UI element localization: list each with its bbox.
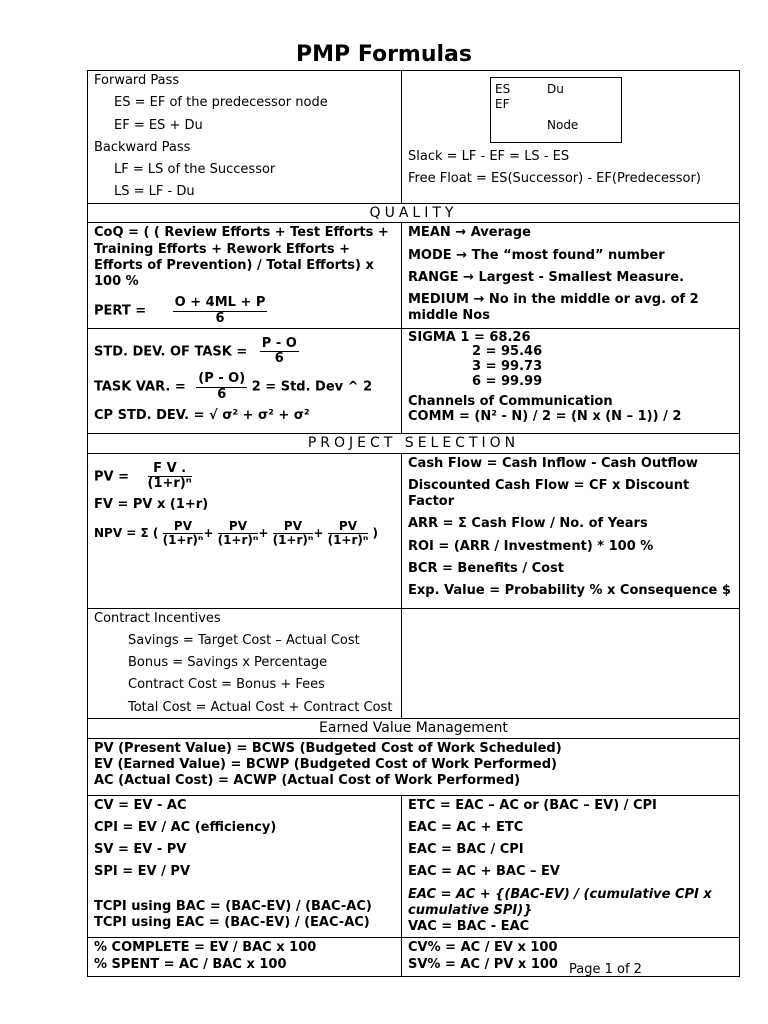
cash-flow-cell bbox=[402, 453, 740, 608]
node-label: Node bbox=[547, 118, 579, 132]
empty-cell bbox=[402, 608, 740, 718]
roi-formula: ROI = (ARR / Investment) * 100 % bbox=[408, 538, 654, 554]
vac-formula: VAC = BAC - EAC bbox=[408, 919, 530, 935]
comm-formula: COMM = (N² - N) / 2 = (N x (N – 1)) / 2 bbox=[408, 409, 682, 425]
quality-row-1 bbox=[88, 223, 740, 329]
bonus-formula: Bonus = Savings x Percentage bbox=[128, 655, 328, 671]
slack-cell bbox=[402, 71, 740, 204]
node-es-label: ES bbox=[495, 82, 511, 96]
sigma-cell bbox=[402, 328, 740, 433]
quality-row-2 bbox=[88, 328, 740, 433]
pct-spent-formula: % SPENT = AC / BAC x 100 bbox=[94, 956, 287, 972]
sigma-1: SIGMA 1 = 68.26 bbox=[408, 329, 531, 345]
project-selection-row bbox=[88, 453, 740, 608]
eac-formula-1: EAC = AC + ETC bbox=[408, 819, 524, 835]
lf-formula: LF = LS of the Successor bbox=[114, 162, 276, 177]
backward-pass-heading: Backward Pass bbox=[94, 139, 191, 155]
ls-formula: LS = LF - Du bbox=[114, 184, 195, 200]
ef-formula: EF = ES + Du bbox=[114, 117, 203, 133]
pv-formula: PV = $\frac{\text{F V .}}{\text{(1+r)ⁿ}}$ bbox=[94, 460, 192, 491]
mean-formula: MEAN → Average bbox=[408, 225, 531, 241]
evm-header: Earned Value Management bbox=[88, 718, 740, 738]
npv-formula: NPV = Σ ( $\frac{PV}{\text{(1+r)ⁿ}}$ + $\frac{PV}{\text{(1+r)ⁿ}}$ + $\frac{PV}{\text{(1+r)ⁿ}}$ + $\frac{PV}{\text{(1+r)ⁿ}}$ ) bbox=[94, 518, 379, 547]
pert-numerator: O + 4ML + P bbox=[174, 295, 266, 311]
tcpi-bac-formula: TCPI using BAC = (BAC-EV) / (BAC-AC) bbox=[94, 898, 372, 914]
estimate-cell bbox=[402, 795, 740, 938]
es-formula: ES = EF of the predecessor node bbox=[114, 95, 328, 111]
eac-formula-3: EAC = AC + BAC – EV bbox=[408, 864, 560, 880]
sigma-3: 3 = 99.73 bbox=[472, 358, 543, 374]
project-selection-header: PROJECT SELECTION bbox=[88, 433, 740, 453]
eac-formula-2: EAC = BAC / CPI bbox=[408, 842, 524, 858]
task-var-formula: TASK VAR. = $\frac{(P - O)}{6}$ 2 = Std. Dev ^ 2 bbox=[94, 371, 373, 402]
evm-ac-def: AC (Actual Cost) = ACWP (Actual Cost of Work Performed) bbox=[94, 773, 521, 789]
std-dev-formula: STD. DEV. OF TASK = $\frac{P - O}{6}$ bbox=[94, 335, 297, 367]
std-dev-numerator: P - O bbox=[261, 335, 297, 351]
etc-formula: ETC = EAC – AC or (BAC – EV) / CPI bbox=[408, 797, 657, 813]
contract-cell bbox=[88, 608, 402, 718]
arr-formula: ARR = Σ Cash Flow / No. of Years bbox=[408, 516, 648, 532]
free-float-formula: Free Float = ES(Successor) - EF(Predecessor) bbox=[408, 171, 701, 187]
node-du-label: Du bbox=[547, 82, 564, 96]
node-diagram bbox=[490, 77, 622, 143]
sigma-2: 2 = 95.46 bbox=[472, 344, 543, 360]
task-var-numerator: (P - O) bbox=[198, 371, 246, 387]
tcpi-eac-formula: TCPI using EAC = (BAC-EV) / (EAC-AC) bbox=[94, 914, 370, 930]
sigma-6: 6 = 99.99 bbox=[472, 373, 543, 389]
range-formula: RANGE → Largest - Smallest Measure. bbox=[408, 269, 685, 285]
pert-denominator: 6 bbox=[215, 310, 225, 326]
forward-pass-heading: Forward Pass bbox=[94, 73, 180, 88]
evm-definitions-cell bbox=[88, 738, 740, 795]
spi-formula: SPI = EV / PV bbox=[94, 864, 191, 880]
evm-ev-def: EV (Earned Value) = BCWP (Budgeted Cost of Work Performed) bbox=[94, 756, 557, 772]
sv-pct-formula: SV% = AC / PV x 100 bbox=[408, 956, 558, 972]
pv-denominator: (1+r)ⁿ bbox=[147, 475, 192, 491]
cv-pct-formula: CV% = AC / EV x 100 bbox=[408, 940, 558, 956]
stats-cell bbox=[402, 223, 740, 329]
evm-pv-def: PV (Present Value) = BCWS (Budgeted Cost of Work Scheduled) bbox=[94, 740, 562, 756]
savings-formula: Savings = Target Cost – Actual Cost bbox=[128, 632, 360, 648]
quality-header: QUALITY bbox=[88, 203, 740, 223]
pert-formula bbox=[94, 296, 395, 326]
page-number: Page 1 of 2 bbox=[569, 962, 642, 977]
cv-formula: CV = EV - AC bbox=[94, 797, 187, 813]
sv-formula: SV = EV - PV bbox=[94, 842, 187, 858]
task-var-denominator: 6 bbox=[217, 386, 227, 402]
exp-value-formula: Exp. Value = Probability % x Consequence $ bbox=[408, 583, 731, 599]
coq-formula: CoQ = ( ( Review Efforts + Test Efforts + Training Efforts + Rework Efforts + Efforts of Prevention) / Total Efforts) x 100 % bbox=[94, 225, 389, 290]
pass-cell bbox=[88, 71, 402, 204]
evm-formulas-row bbox=[88, 795, 740, 938]
dcf-formula: Discounted Cash Flow = CF x Discount Factor bbox=[408, 477, 690, 510]
bcr-formula: BCR = Benefits / Cost bbox=[408, 560, 565, 576]
cash-flow-formula: Cash Flow = Cash Inflow - Cash Outflow bbox=[408, 455, 698, 471]
eac-formula-4: EAC = AC + {(BAC-EV) / (cumulative CPI x cumulative SPI)} bbox=[408, 886, 712, 918]
pert-label: PERT = bbox=[94, 303, 147, 319]
coq-cell bbox=[88, 223, 402, 329]
std-dev-denominator: 6 bbox=[274, 351, 284, 367]
pct-complete-formula: % COMPLETE = EV / BAC x 100 bbox=[94, 940, 317, 956]
cpi-formula: CPI = EV / AC (efficiency) bbox=[94, 819, 277, 835]
contract-heading: Contract Incentives bbox=[94, 610, 221, 626]
total-cost-formula: Total Cost = Actual Cost + Contract Cost bbox=[128, 699, 393, 715]
cp-std-dev-formula: CP STD. DEV. = √ σ² + σ² + σ² bbox=[94, 408, 310, 424]
mode-formula: MODE → The “most found” number bbox=[408, 247, 665, 263]
medium-formula: MEDIUM → No in the middle or avg. of 2 middle Nos bbox=[408, 292, 699, 324]
task-var-rest: 2 = Std. Dev ^ 2 bbox=[251, 379, 373, 395]
node-ef-label: EF bbox=[495, 97, 510, 111]
std-dev-cell bbox=[88, 328, 402, 433]
network-row bbox=[88, 71, 740, 204]
fv-formula: FV = PV x (1+r) bbox=[94, 497, 209, 513]
contract-row bbox=[88, 608, 740, 718]
pv-numerator: F V . bbox=[148, 462, 192, 477]
contract-cost-formula: Contract Cost = Bonus + Fees bbox=[128, 677, 325, 693]
formula-table bbox=[87, 70, 740, 977]
channels-heading: Channels of Communication bbox=[408, 394, 613, 410]
pv-cell bbox=[88, 453, 402, 608]
variance-cell bbox=[88, 795, 402, 938]
slack-formula: Slack = LF - EF = LS - ES bbox=[408, 149, 570, 164]
evm-definitions-row bbox=[88, 738, 740, 795]
page-title: PMP Formulas bbox=[296, 42, 472, 67]
percent-cell bbox=[88, 938, 402, 977]
